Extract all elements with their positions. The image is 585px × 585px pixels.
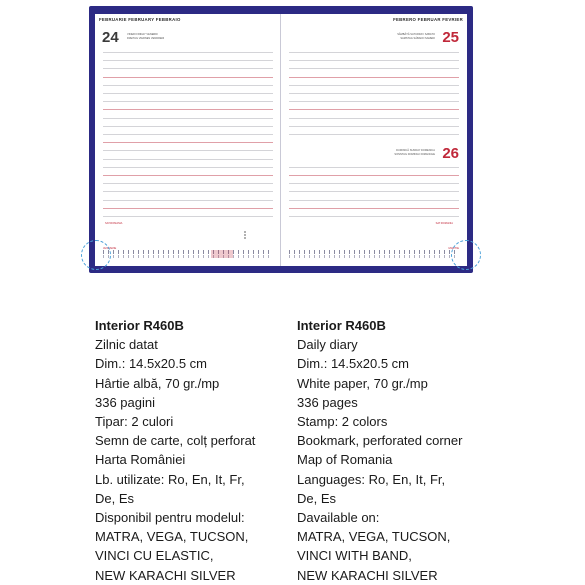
spec-line: De, Es [95,490,135,506]
spec-line: VINCI CU ELASTIC, [95,548,214,564]
right-page [281,14,467,266]
ruled-line [289,167,459,168]
ruled-line [103,150,273,151]
spec-title: Interior R460B [297,318,386,333]
mini-calendar [103,246,273,259]
spec-line: Languages: Ro, En, It, Fr, [297,471,446,487]
stamp-text: SAT.ROMANIA [435,222,453,225]
calendar-month: IANUARIE [103,246,117,250]
ruled-line [289,134,459,135]
ruled-line [103,183,273,184]
month-header: FEBRERO FEBRUAR FEVRIER [393,17,463,22]
calendar-days [103,250,273,254]
ruled-line [289,183,459,184]
ruled-line [289,126,459,127]
ruled-line [289,77,459,78]
ruled-line [103,109,273,110]
spec-line: NEW KARACHI SILVER [95,567,236,583]
day-name-line: VINERI FRIDAY VENERDI [127,33,158,36]
spec-line: NEW KARACHI SILVER [297,567,438,583]
ruled-line [289,109,459,110]
spec-line: Hârtie albă, 70 gr./mp [95,375,220,391]
ruled-line [103,118,273,119]
spec-line: VINCI WITH BAND, [297,548,412,564]
calendar-month: MARTIE [448,246,459,250]
ruled-line [289,200,459,201]
scissors-icon [243,231,247,238]
spec-line: 336 pagini [95,394,155,410]
ruled-line [103,200,273,201]
day-name-line: FREITAG VIERNES VENDREDI [127,37,165,40]
day-number: 25 [442,29,459,46]
ruled-line [289,216,459,217]
day-name-line: SAMSTAG SÁBADO SAMEDI [400,37,435,40]
left-page [95,14,281,266]
day-number: 26 [442,145,459,162]
month-header: FEBRUARIE FEBRUARY FEBBRAIO [99,17,181,22]
ruled-line [103,85,273,86]
day-name-line: SONNTAG DOMINGO DIMANCHE [394,153,435,156]
ruled-line [103,208,273,209]
ruled-line [289,52,459,53]
spec-line: Map of Romania [297,452,393,468]
day-name-line: DUMINICĂ SUNDAY DOMENICA [396,149,435,152]
ruled-line [103,191,273,192]
perforated-corner [451,240,481,270]
spec-line: Davailable on: [297,510,380,526]
ruled-line [103,167,273,168]
spec-line: Semn de carte, colț perforat [95,433,256,449]
spec-line: White paper, 70 gr./mp [297,375,428,391]
ruled-line [103,77,273,78]
calendar-highlight [211,250,233,258]
ruled-line [289,101,459,102]
spec-line: Bookmark, perforated corner [297,433,463,449]
ruled-line [103,126,273,127]
spec-line: MATRA, VEGA, TUCSON, [95,529,249,545]
ruled-line [289,60,459,61]
day-number: 24 [102,29,119,46]
ruled-line [103,159,273,160]
spec-line: Harta României [95,452,186,468]
calendar-days [289,250,459,254]
ruled-line [289,93,459,94]
spec-english [297,316,537,585]
perforated-corner [81,240,111,270]
diary-image [89,6,473,273]
ruled-line [103,175,273,176]
spec-line: 336 pages [297,394,358,410]
spec-line: Lb. utilizate: Ro, En, It, Fr, [95,471,245,487]
ruled-line [103,142,273,143]
ruled-line [103,68,273,69]
ruled-line [103,101,273,102]
ruled-line [103,52,273,53]
ruled-line [103,93,273,94]
ruled-line [103,134,273,135]
spec-title: Interior R460B [95,318,184,333]
spec-line: Dim.: 14.5x20.5 cm [95,356,207,372]
ruled-line [103,60,273,61]
spec-line: Zilnic datat [95,337,158,353]
spec-line: Disponibil pentru modelul: [95,510,245,526]
ruled-line [289,191,459,192]
day-name-line: SÂMBĂTĂ SATURDAY SABATO [397,33,435,36]
mini-calendar [289,246,459,259]
calendar-dates [103,255,273,258]
ruled-line [289,118,459,119]
calendar-dates [289,255,459,258]
stamp-text: SAT.ROMANIA [105,222,123,225]
spec-line: De, Es [297,490,337,506]
ruled-line [289,208,459,209]
ruled-line [289,68,459,69]
spec-line: Dim.: 14.5x20.5 cm [297,356,409,372]
ruled-line [103,216,273,217]
spec-line: MATRA, VEGA, TUCSON, [297,529,451,545]
ruled-line [289,175,459,176]
ruled-line [289,85,459,86]
spec-line: Daily diary [297,337,358,353]
spec-line: Stamp: 2 colors [297,414,388,430]
spec-line: Tipar: 2 culori [95,414,174,430]
